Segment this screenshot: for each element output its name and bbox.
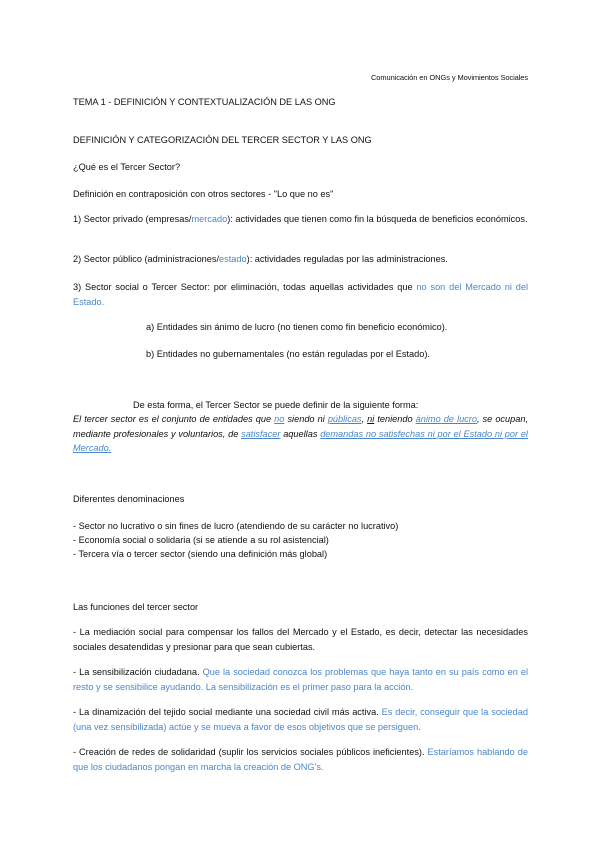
funcion-sensibilizacion xyxy=(73,665,528,694)
item-text: 2) Sector público (administraciones/ xyxy=(73,254,220,264)
running-header: Comunicación en ONGs y Movimientos Sociales xyxy=(370,73,528,82)
funcion-highlight: Que la sociedad conozca los problemas que haya tanto en su país como en el resto y se sensibilice ayudando. La sensibilización es el primer paso para la acción. xyxy=(73,667,529,692)
item-highlight: mercado xyxy=(191,214,228,224)
funcion-text: - La dinamización del tejido social mediante una sociedad civil más activa. xyxy=(73,707,382,717)
item-highlight: estado xyxy=(219,254,247,264)
funciones-heading: Las funciones del tercer sector xyxy=(73,602,199,612)
subitem-a: a) Entidades sin ánimo de lucro (no tienen como fin beneficio económico). xyxy=(146,322,448,332)
denominaciones-heading: Diferentes denominaciones xyxy=(73,494,185,504)
item-text: 1) Sector privado (empresas/ xyxy=(73,214,192,224)
funcion-highlight: Es decir, conseguir que la sociedad (una vez sensibilizada) actúe y se mueva a favor de esos objetivos que se persiguen. xyxy=(73,707,528,732)
def-link[interactable]: no xyxy=(274,414,285,424)
denominacion-item: - Economía social o solidaria (si se atiende a su rol asistencial) xyxy=(73,535,329,545)
def-link[interactable]: públicas xyxy=(327,414,362,424)
denominacion-item: - Sector no lucrativo o sin fines de lucro (atendiendo de su carácter no lucrativo) xyxy=(73,521,399,531)
def-text: El tercer sector es el conjunto de entidades que xyxy=(73,414,275,424)
item-highlight: no son del Mercado ni del Estado. xyxy=(73,282,528,307)
funcion-highlight: Estaríamos hablando de que los ciudadanos pongan en marcha la creación de ONG's. xyxy=(73,747,528,772)
def-text: aquellas xyxy=(280,428,321,439)
item-text: ): actividades que tienen como fin la búsqueda de beneficios económicos. xyxy=(227,214,528,224)
def-text: siendo ni xyxy=(284,414,328,424)
funcion-text: - Creación de redes de solidaridad (suplir los servicios sociales públicos ineficientes). xyxy=(73,747,428,757)
section-heading: DEFINICIÓN Y CATEGORIZACIÓN DEL TERCER SECTOR Y LAS ONG xyxy=(73,135,372,145)
definition-text xyxy=(73,412,528,456)
funcion-mediacion: - La mediación social para compensar los fallos del Mercado y el Estado, es decir, detectar las necesidades sociales desatendidas y presionar para que sean cubiertas. xyxy=(73,627,528,652)
definition-intro: De esta forma, el Tercer Sector se puede definir de la siguiente forma: xyxy=(133,400,419,410)
def-text: , xyxy=(361,414,368,424)
item-third-sector xyxy=(73,280,528,309)
item-text: ): actividades reguladas por las administraciones. xyxy=(246,254,448,264)
def-underlined: ni xyxy=(367,414,375,424)
def-link[interactable]: ánimo de lucro xyxy=(415,414,477,424)
funcion-redes xyxy=(73,745,528,774)
def-link[interactable]: demandas no satisfechas ni por el Estado ni por el Mercado. xyxy=(73,428,528,454)
denominacion-item: - Tercera vía o tercer sector (siendo una definición más global) xyxy=(73,549,328,559)
subheading: Definición en contraposición con otros sectores - "Lo que no es" xyxy=(73,189,334,199)
question-heading: ¿Qué es el Tercer Sector? xyxy=(73,162,181,172)
funcion-dinamizacion xyxy=(73,705,528,734)
funcion-text: - La sensibilización ciudadana. xyxy=(73,667,203,677)
item-text: 3) Sector social o Tercer Sector: por eliminación, todas aquellas actividades que xyxy=(73,282,417,292)
item-private-sector xyxy=(73,212,528,227)
item-public-sector xyxy=(73,252,448,266)
def-text: , se ocupan, mediante profesionales y voluntarios, de xyxy=(73,414,529,439)
def-text: teniendo xyxy=(374,414,416,424)
document-title: TEMA 1 - DEFINICIÓN Y CONTEXTUALIZACIÓN DE LAS ONG xyxy=(73,97,336,107)
def-link[interactable]: satisfacer xyxy=(241,428,281,439)
subitem-b: b) Entidades no gubernamentales (no están reguladas por el Estado). xyxy=(146,349,430,359)
